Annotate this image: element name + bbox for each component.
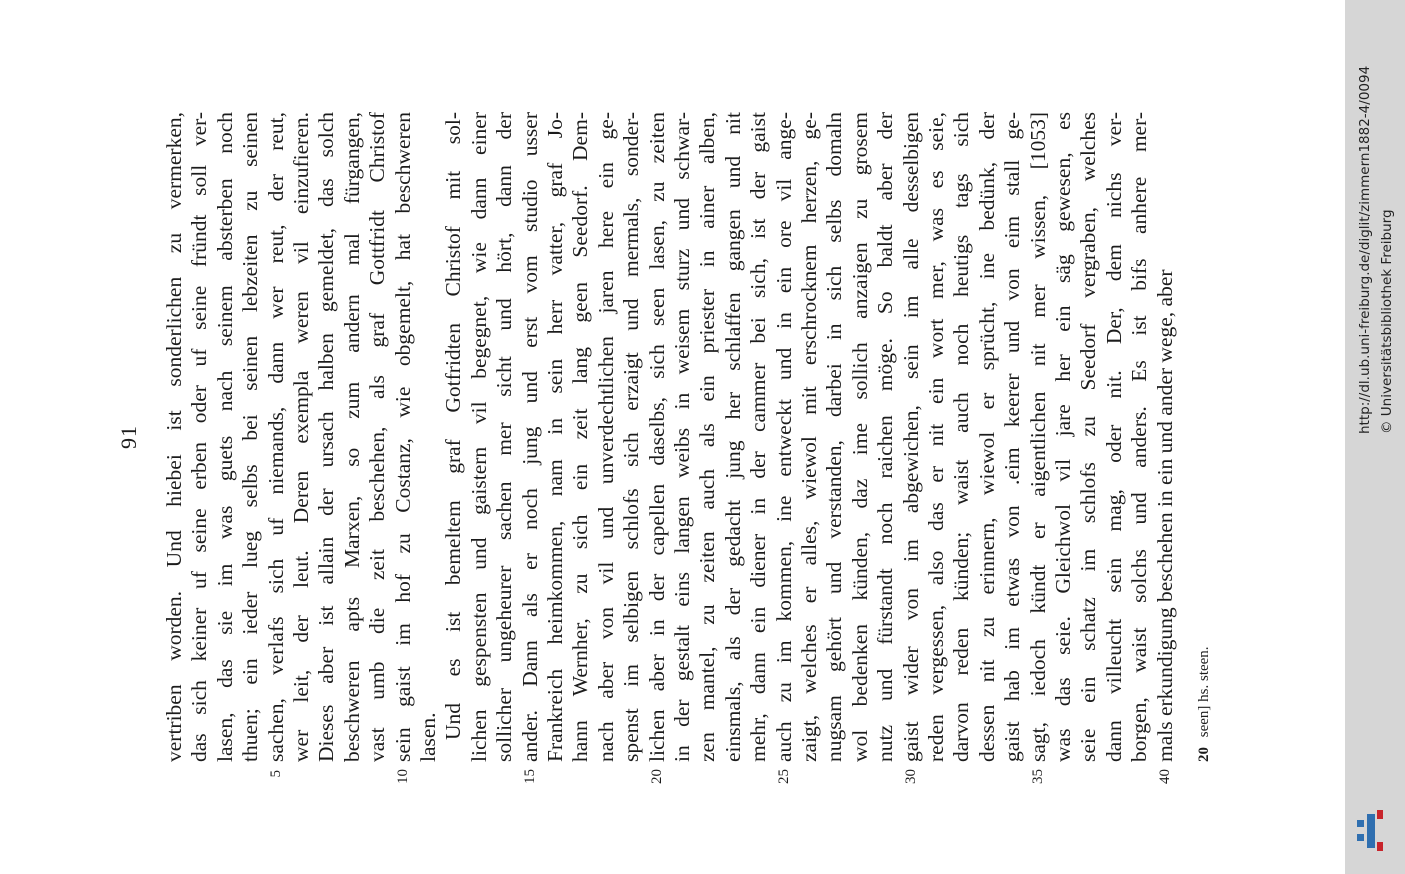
text-line: ander. Dann als er noch jung und erst vom studio usser — [518, 112, 542, 762]
line-number: 10 — [395, 769, 411, 784]
text-line: lasen, das sie im was guets nach seinem absterben noch — [213, 112, 237, 762]
text-line: spenst im selbigen schlofs sich erzaigt und mermals, sonder- — [619, 112, 643, 762]
copyright-notice: © Universitätsbibliothek Freiburg — [1379, 209, 1395, 434]
source-url-link[interactable]: http://dl.ub.uni-freiburg.de/diglit/zimmern1882-4/0094 — [1357, 65, 1373, 434]
text-line: wer leit, der leut. Deren exempla weren vil einzufieren. — [289, 112, 313, 762]
text-line: lichen aber in der capellen daselbs, sich seen lasen, zu zeiten — [645, 112, 669, 762]
footnote-line-number: 20 — [1196, 747, 1212, 762]
text-line: mehr, dann ein diener in der cammer bei sich, ist der gaist — [746, 112, 770, 762]
library-logo-icon — [1353, 806, 1387, 854]
text-line: Dieses aber ist allain der ursach halben gemeldet, das solch — [314, 112, 338, 762]
text-line: reden vergessen, also das er nit ein wort mer, was es seie, — [924, 112, 948, 762]
line-number: 5 — [268, 770, 284, 778]
text-line: thuen; ein ieder lueg selbs bei seinen lebzeiten zu seinen — [238, 112, 262, 762]
sidebar-rotated-text — [1345, 0, 1405, 874]
text-line: gaist wider von im abgewichen, sein im alle desselbigen — [899, 112, 923, 762]
text-line: darvon reden künden; waist auch noch heutigs tags sich — [949, 112, 973, 762]
line-number: 25 — [776, 769, 792, 784]
text-line: einsmals, als der gedacht jung her schlaffen gangen und nit — [721, 112, 745, 762]
text-line: sollicher ungeheurer sachen mer sicht und hört, dann der — [492, 112, 516, 762]
text-line: sagt, iedoch kündt er aigentlichen nit mer wissen, [1053] — [1026, 112, 1050, 762]
text-line: wol bedenken künden, daz ime sollich anzaigen zu grosem — [848, 112, 872, 762]
text-line: sein gaist im hof zu Costanz, wie obgemelt, hat beschweren — [391, 112, 415, 762]
text-line: hann Wernher, zu sich ein zeit lang geen Seedorf. Dem- — [568, 112, 592, 762]
text-line: nugsam gehört und verstanden, darbei in sich selbs domaln — [822, 112, 846, 762]
text-line: sachen, verlafs sich uf niemands, dann wer reut, der reut, — [264, 112, 288, 762]
text-line: borgen, waist solchs und anders. Es ist bifs anhere mer- — [1127, 112, 1151, 762]
text-line: vertriben worden. Und hiebei ist sonderlichen zu vermerken, — [162, 112, 186, 762]
line-number: 20 — [649, 769, 665, 784]
text-line: was das seie. Gleichwol vil jare her ein säg gewesen, es — [1051, 112, 1075, 762]
text-line: lichen gespensten und gaistern vil begegnet, wie dann einer — [467, 112, 491, 762]
text-line: dann villeucht sein mag, oder nit. Der, dem nichs ver- — [1102, 112, 1126, 762]
text-line: mals erkundigung beschehen in ein und ander wege, aber — [1153, 269, 1177, 762]
line-number: 35 — [1030, 769, 1046, 784]
footnote-text: seen] hs. steen. — [1196, 646, 1212, 738]
text-line: lasen. — [416, 712, 440, 762]
text-line: Frankreich heimkommen, nam in sein herr vatter, graf Jo- — [543, 112, 567, 762]
text-line: das sich keiner uf seine erben oder uf seine fründt soll ver- — [187, 112, 211, 762]
text-line: auch zu im kommen, ine entweckt und in ein ore vil ange- — [772, 112, 796, 762]
page-number: 91 — [116, 425, 141, 449]
footnote — [1196, 646, 1213, 762]
text-line: in der gestalt eins langen weibs in weisem sturz und schwar- — [670, 112, 694, 762]
line-number: 15 — [522, 769, 538, 784]
text-line: Und es ist bemeltem graf Gotfridten Christof mit sol- — [441, 112, 465, 740]
text-line: nutz und fürstandt noch raichen möge. So baldt aber der — [873, 112, 897, 762]
line-number: 30 — [903, 769, 919, 784]
line-number: 40 — [1157, 769, 1173, 784]
text-line: nach aber von vil und unverdechtlichen jaren here ein ge- — [594, 112, 618, 762]
text-line: seie ein schatz im schlofs zu Seedorf vergraben, welches — [1076, 112, 1100, 762]
text-line: zaigt, welches er alles, wiewol mit erschrocknem herzen, ge- — [797, 112, 821, 762]
library-sidebar — [1345, 0, 1405, 874]
text-line: zen mantel, zu zeiten auch als ein priester in ainer alben, — [695, 112, 719, 762]
text-line: dessen nit zu erinnern, wiewol er sprücht, ine bedünk, der — [975, 112, 999, 762]
text-line: beschweren apts Marxen, so zum andern mal fürgangen, — [340, 112, 364, 762]
text-line: vast umb die zeit beschehen, als graf Gottfridt Christof — [365, 112, 389, 762]
text-line: gaist hab im etwas von .eim keerer und von eim stall ge- — [1000, 112, 1024, 762]
